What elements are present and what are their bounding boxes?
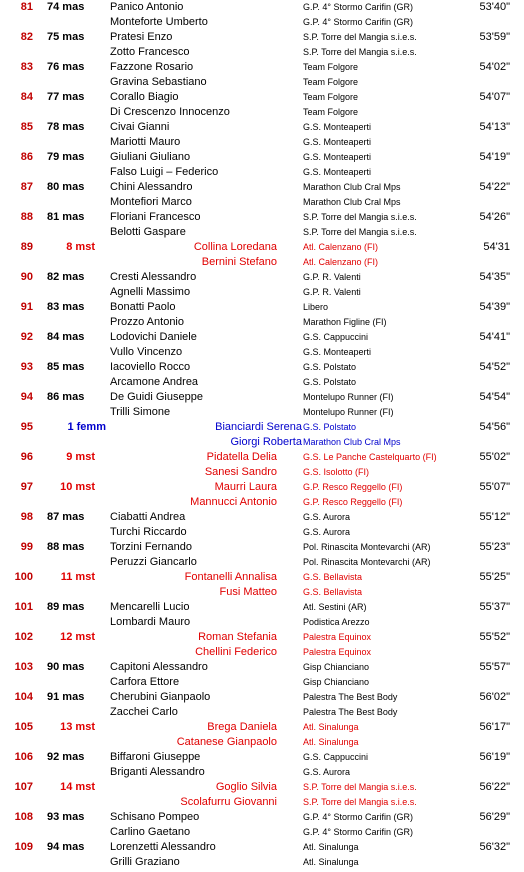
- team-name: G.P. 4° Stormo Carifin (GR): [303, 2, 413, 12]
- result-row: [0, 150, 524, 165]
- position-number: 104: [14, 691, 33, 703]
- team-name: S.P. Torre del Mangia s.i.e.s.: [303, 212, 417, 222]
- runner-name: Zotto Francesco: [110, 46, 190, 58]
- runner-name: Goglio Silvia: [215, 781, 277, 793]
- finish-time: 54'22": [479, 181, 510, 193]
- team-name: G.S. Bellavista: [303, 587, 363, 597]
- category-rank: 74 mas: [47, 1, 85, 13]
- position-number: 96: [20, 451, 33, 463]
- team-name: Marathon Figline (FI): [303, 317, 387, 327]
- team-name: S.P. Torre del Mangia s.i.e.s.: [303, 227, 417, 237]
- result-row: [0, 420, 524, 435]
- runner-name: Peruzzi Giancarlo: [110, 556, 197, 568]
- result-row: [0, 705, 524, 720]
- finish-time: 55'37": [479, 601, 510, 613]
- position-number: 108: [14, 811, 33, 823]
- team-name: G.S. Aurora: [303, 767, 351, 777]
- finish-time: 55'57": [479, 661, 510, 673]
- team-name: Palestra The Best Body: [303, 707, 398, 717]
- runner-name: Carfora Ettore: [110, 676, 180, 688]
- position-number: 91: [20, 301, 33, 313]
- category-rank: 94 mas: [47, 841, 85, 853]
- finish-time: 54'35": [479, 271, 510, 283]
- result-row: [0, 495, 524, 510]
- finish-time: 54'19": [479, 151, 510, 163]
- position-number: 93: [20, 361, 33, 373]
- result-row: [0, 735, 524, 750]
- category-rank: 76 mas: [47, 61, 85, 73]
- position-number: 97: [20, 481, 33, 493]
- finish-time: 55'07": [479, 481, 510, 493]
- team-name: S.P. Torre del Mangia s.i.e.s.: [303, 797, 417, 807]
- position-number: 102: [14, 631, 33, 643]
- runner-name: Mannucci Antonio: [190, 496, 277, 508]
- team-name: Team Folgore: [303, 107, 359, 117]
- team-name: Marathon Club Cral Mps: [303, 182, 401, 192]
- position-number: 98: [20, 511, 33, 523]
- finish-time: 53'59": [479, 31, 510, 43]
- position-number: 100: [14, 571, 33, 583]
- team-name: G.P. R. Valenti: [303, 272, 361, 282]
- team-name: G.S. Cappuccini: [303, 752, 369, 762]
- runner-name: Fusi Matteo: [219, 586, 277, 598]
- result-row: [0, 690, 524, 705]
- result-row: [0, 525, 524, 540]
- team-name: Marathon Club Cral Mps: [303, 437, 401, 447]
- runner-name: Turchi Riccardo: [110, 526, 187, 538]
- category-rank: 8 mst: [66, 241, 95, 253]
- runner-name: Giuliani Giuliano: [110, 151, 191, 163]
- runner-name: Carlino Gaetano: [110, 826, 191, 838]
- category-rank: 88 mas: [47, 541, 85, 553]
- position-number: 81: [20, 1, 33, 13]
- runner-name: Capitoni Alessandro: [110, 661, 208, 673]
- category-rank: 12 mst: [60, 631, 95, 643]
- result-row: [0, 810, 524, 825]
- finish-time: 56'19": [479, 751, 510, 763]
- result-row: [0, 780, 524, 795]
- runner-name: Collina Loredana: [193, 241, 277, 253]
- team-name: Atl. Calenzano (FI): [303, 257, 379, 267]
- result-row: [0, 765, 524, 780]
- team-name: G.S. Cappuccini: [303, 332, 369, 342]
- team-name: S.P. Torre del Mangia s.i.e.s.: [303, 47, 417, 57]
- result-row: [0, 645, 524, 660]
- finish-time: 54'54": [479, 391, 510, 403]
- position-number: 94: [20, 391, 33, 403]
- result-row: [0, 270, 524, 285]
- category-rank: 9 mst: [66, 451, 95, 463]
- team-name: G.S. Monteaperti: [303, 122, 372, 132]
- result-row: [0, 315, 524, 330]
- category-rank: 11 mst: [60, 571, 95, 583]
- runner-name: Agnelli Massimo: [110, 286, 191, 298]
- team-name: Team Folgore: [303, 62, 359, 72]
- result-row: [0, 570, 524, 585]
- result-row: [0, 0, 524, 15]
- result-row: [0, 15, 524, 30]
- runner-name: Montefiori Marco: [110, 196, 192, 208]
- result-row: [0, 330, 524, 345]
- result-row: [0, 165, 524, 180]
- result-row: [0, 435, 524, 450]
- team-name: Atl. Sinalunga: [303, 737, 359, 747]
- finish-time: 56'32": [479, 841, 510, 853]
- runner-name: Bianciardi Serena: [215, 421, 302, 433]
- position-number: 90: [20, 271, 33, 283]
- team-name: Marathon Club Cral Mps: [303, 197, 401, 207]
- category-rank: 92 mas: [47, 751, 85, 763]
- team-name: G.S. Monteaperti: [303, 137, 372, 147]
- position-number: 83: [20, 61, 33, 73]
- runner-name: Belotti Gaspare: [110, 226, 186, 238]
- result-row: [0, 480, 524, 495]
- runner-name: Falso Luigi – Federico: [110, 166, 219, 178]
- category-rank: 80 mas: [47, 181, 85, 193]
- runner-name: Cherubini Gianpaolo: [110, 691, 211, 703]
- category-rank: 91 mas: [47, 691, 85, 703]
- result-row: [0, 30, 524, 45]
- position-number: 87: [20, 181, 33, 193]
- result-row: [0, 840, 524, 855]
- category-rank: 77 mas: [47, 91, 85, 103]
- runner-name: Trilli Simone: [110, 406, 171, 418]
- category-rank: 83 mas: [47, 301, 85, 313]
- team-name: G.P. Resco Reggello (FI): [303, 497, 403, 507]
- team-name: S.P. Torre del Mangia s.i.e.s.: [303, 782, 417, 792]
- runner-name: Arcamone Andrea: [110, 376, 199, 388]
- team-name: G.S. Le Panche Castelquarto (FI): [303, 452, 437, 462]
- team-name: Montelupo Runner (FI): [303, 407, 394, 417]
- finish-time: 55'25": [479, 571, 510, 583]
- runner-name: Lodovichi Daniele: [110, 331, 197, 343]
- category-rank: 78 mas: [47, 121, 85, 133]
- runner-name: Gravina Sebastiano: [110, 76, 207, 88]
- category-rank: 84 mas: [47, 331, 85, 343]
- runner-name: Civai Gianni: [110, 121, 170, 133]
- result-row: [0, 180, 524, 195]
- result-row: [0, 195, 524, 210]
- runner-name: Vullo Vincenzo: [110, 346, 183, 358]
- position-number: 86: [20, 151, 33, 163]
- finish-time: 53'40": [479, 1, 510, 13]
- category-rank: 13 mst: [60, 721, 95, 733]
- position-number: 84: [20, 91, 33, 103]
- runner-name: Mariotti Mauro: [110, 136, 181, 148]
- team-name: G.S. Polstato: [303, 377, 357, 387]
- finish-time: 54'39": [479, 301, 510, 313]
- team-name: S.P. Torre del Mangia s.i.e.s.: [303, 32, 417, 42]
- finish-time: 55'12": [479, 511, 510, 523]
- team-name: Team Folgore: [303, 92, 359, 102]
- team-name: Gisp Chianciano: [303, 662, 370, 672]
- runner-name: Brega Daniela: [207, 721, 277, 733]
- runner-name: Scolafurru Giovanni: [180, 796, 277, 808]
- category-rank: 79 mas: [47, 151, 85, 163]
- runner-name: Roman Stefania: [198, 631, 277, 643]
- result-row: [0, 225, 524, 240]
- result-row: [0, 375, 524, 390]
- category-rank: 93 mas: [47, 811, 85, 823]
- result-row: [0, 540, 524, 555]
- finish-time: 54'31: [483, 241, 510, 253]
- team-name: G.S. Aurora: [303, 512, 351, 522]
- result-row: [0, 210, 524, 225]
- team-name: G.S. Monteaperti: [303, 167, 372, 177]
- result-row: [0, 240, 524, 255]
- runner-name: Sanesi Sandro: [204, 466, 277, 478]
- team-name: Palestra Equinox: [303, 632, 372, 642]
- finish-time: 56'29": [479, 811, 510, 823]
- position-number: 88: [20, 211, 33, 223]
- team-name: Atl. Sinalunga: [303, 722, 359, 732]
- runner-name: Pidatella Delia: [206, 451, 277, 463]
- runner-name: Fazzone Rosario: [110, 61, 194, 73]
- team-name: Atl. Sinalunga: [303, 857, 359, 867]
- result-row: [0, 855, 524, 870]
- result-row: [0, 825, 524, 840]
- team-name: G.S. Aurora: [303, 527, 351, 537]
- category-rank: 82 mas: [47, 271, 85, 283]
- category-rank: 85 mas: [47, 361, 85, 373]
- team-name: Pol. Rinascita Montevarchi (AR): [303, 542, 431, 552]
- team-name: Atl. Calenzano (FI): [303, 242, 379, 252]
- team-name: G.S. Monteaperti: [303, 152, 372, 162]
- team-name: Podistica Arezzo: [303, 617, 370, 627]
- result-row: [0, 750, 524, 765]
- team-name: G.P. 4° Stormo Carifin (GR): [303, 17, 413, 27]
- runner-name: Monteforte Umberto: [110, 16, 208, 28]
- result-row: [0, 255, 524, 270]
- finish-time: 55'02": [479, 451, 510, 463]
- team-name: Gisp Chianciano: [303, 677, 370, 687]
- result-row: [0, 555, 524, 570]
- runner-name: Catanese Gianpaolo: [176, 736, 277, 748]
- position-number: 92: [20, 331, 33, 343]
- position-number: 82: [20, 31, 33, 43]
- result-row: [0, 120, 524, 135]
- team-name: Palestra The Best Body: [303, 692, 398, 702]
- result-row: [0, 405, 524, 420]
- result-row: [0, 660, 524, 675]
- result-row: [0, 675, 524, 690]
- result-row: [0, 135, 524, 150]
- team-name: Montelupo Runner (FI): [303, 392, 394, 402]
- finish-time: 54'13": [479, 121, 510, 133]
- finish-time: 54'07": [479, 91, 510, 103]
- runner-name: Schisano Pompeo: [110, 811, 200, 823]
- runner-name: Corallo Biagio: [110, 91, 179, 103]
- result-row: [0, 75, 524, 90]
- position-number: 95: [20, 421, 33, 433]
- team-name: G.S. Polstato: [303, 422, 357, 432]
- category-rank: 89 mas: [47, 601, 85, 613]
- team-name: G.S. Isolotto (FI): [303, 467, 370, 477]
- finish-time: 56'22": [479, 781, 510, 793]
- result-row: [0, 105, 524, 120]
- team-name: G.S. Bellavista: [303, 572, 363, 582]
- finish-time: 54'56": [479, 421, 510, 433]
- result-row: [0, 360, 524, 375]
- category-rank: 81 mas: [47, 211, 85, 223]
- position-number: 99: [20, 541, 33, 553]
- finish-time: 55'52": [479, 631, 510, 643]
- team-name: Pol. Rinascita Montevarchi (AR): [303, 557, 431, 567]
- finish-time: 56'17": [479, 721, 510, 733]
- position-number: 85: [20, 121, 33, 133]
- category-rank: 10 mst: [60, 481, 95, 493]
- result-row: [0, 630, 524, 645]
- runner-name: Pratesi Enzo: [110, 31, 173, 43]
- result-row: [0, 285, 524, 300]
- team-name: G.P. 4° Stormo Carifin (GR): [303, 812, 413, 822]
- result-row: [0, 60, 524, 75]
- category-rank: 14 mst: [60, 781, 95, 793]
- runner-name: De Guidi Giuseppe: [110, 391, 203, 403]
- position-number: 107: [14, 781, 33, 793]
- result-row: [0, 300, 524, 315]
- runner-name: Grilli Graziano: [110, 856, 180, 868]
- team-name: G.S. Monteaperti: [303, 347, 372, 357]
- team-name: Palestra Equinox: [303, 647, 372, 657]
- position-number: 89: [20, 241, 33, 253]
- team-name: G.P. Resco Reggello (FI): [303, 482, 403, 492]
- finish-time: 55'23": [479, 541, 510, 553]
- team-name: Atl. Sinalunga: [303, 842, 359, 852]
- team-name: Team Folgore: [303, 77, 359, 87]
- runner-name: Cresti Alessandro: [110, 271, 197, 283]
- result-row: [0, 600, 524, 615]
- runner-name: Di Crescenzo Innocenzo: [110, 106, 230, 118]
- runner-name: Bernini Stefano: [201, 256, 277, 268]
- position-number: 103: [14, 661, 33, 673]
- finish-time: 54'52": [479, 361, 510, 373]
- team-name: Atl. Sestini (AR): [303, 602, 367, 612]
- category-rank: 1 femm: [67, 421, 106, 433]
- runner-name: Zacchei Carlo: [110, 706, 178, 718]
- runner-name: Mencarelli Lucio: [110, 601, 190, 613]
- position-number: 101: [14, 601, 33, 613]
- runner-name: Lorenzetti Alessandro: [110, 841, 216, 853]
- result-row: [0, 465, 524, 480]
- finish-time: 54'26": [479, 211, 510, 223]
- runner-name: Fontanelli Annalisa: [184, 571, 277, 583]
- runner-name: Giorgi Roberta: [230, 436, 302, 448]
- result-row: [0, 90, 524, 105]
- position-number: 106: [14, 751, 33, 763]
- category-rank: 87 mas: [47, 511, 85, 523]
- runner-name: Floriani Francesco: [110, 211, 201, 223]
- runner-name: Panico Antonio: [110, 1, 184, 13]
- runner-name: Lombardi Mauro: [110, 616, 191, 628]
- runner-name: Bonatti Paolo: [110, 301, 176, 313]
- result-row: [0, 45, 524, 60]
- team-name: Libero: [303, 302, 329, 312]
- runner-name: Ciabatti Andrea: [110, 511, 186, 523]
- result-row: [0, 510, 524, 525]
- result-row: [0, 615, 524, 630]
- runner-name: Prozzo Antonio: [110, 316, 184, 328]
- finish-time: 54'02": [479, 61, 510, 73]
- result-row: [0, 795, 524, 810]
- position-number: 105: [14, 721, 33, 733]
- team-name: G.P. R. Valenti: [303, 287, 361, 297]
- runner-name: Chellini Federico: [195, 646, 277, 658]
- finish-time: 56'02": [479, 691, 510, 703]
- result-row: [0, 390, 524, 405]
- runner-name: Chini Alessandro: [110, 181, 193, 193]
- runner-name: Torzini Fernando: [110, 541, 192, 553]
- runner-name: Iacoviello Rocco: [110, 361, 191, 373]
- category-rank: 90 mas: [47, 661, 85, 673]
- runner-name: Briganti Alessandro: [110, 766, 205, 778]
- position-number: 109: [14, 841, 33, 853]
- runner-name: Biffaroni Giuseppe: [110, 751, 201, 763]
- finish-time: 54'41": [479, 331, 510, 343]
- result-row: [0, 450, 524, 465]
- runner-name: Maurri Laura: [214, 481, 277, 493]
- result-row: [0, 585, 524, 600]
- result-row: [0, 720, 524, 735]
- result-row: [0, 345, 524, 360]
- category-rank: 75 mas: [47, 31, 85, 43]
- team-name: G.P. 4° Stormo Carifin (GR): [303, 827, 413, 837]
- team-name: G.S. Polstato: [303, 362, 357, 372]
- category-rank: 86 mas: [47, 391, 85, 403]
